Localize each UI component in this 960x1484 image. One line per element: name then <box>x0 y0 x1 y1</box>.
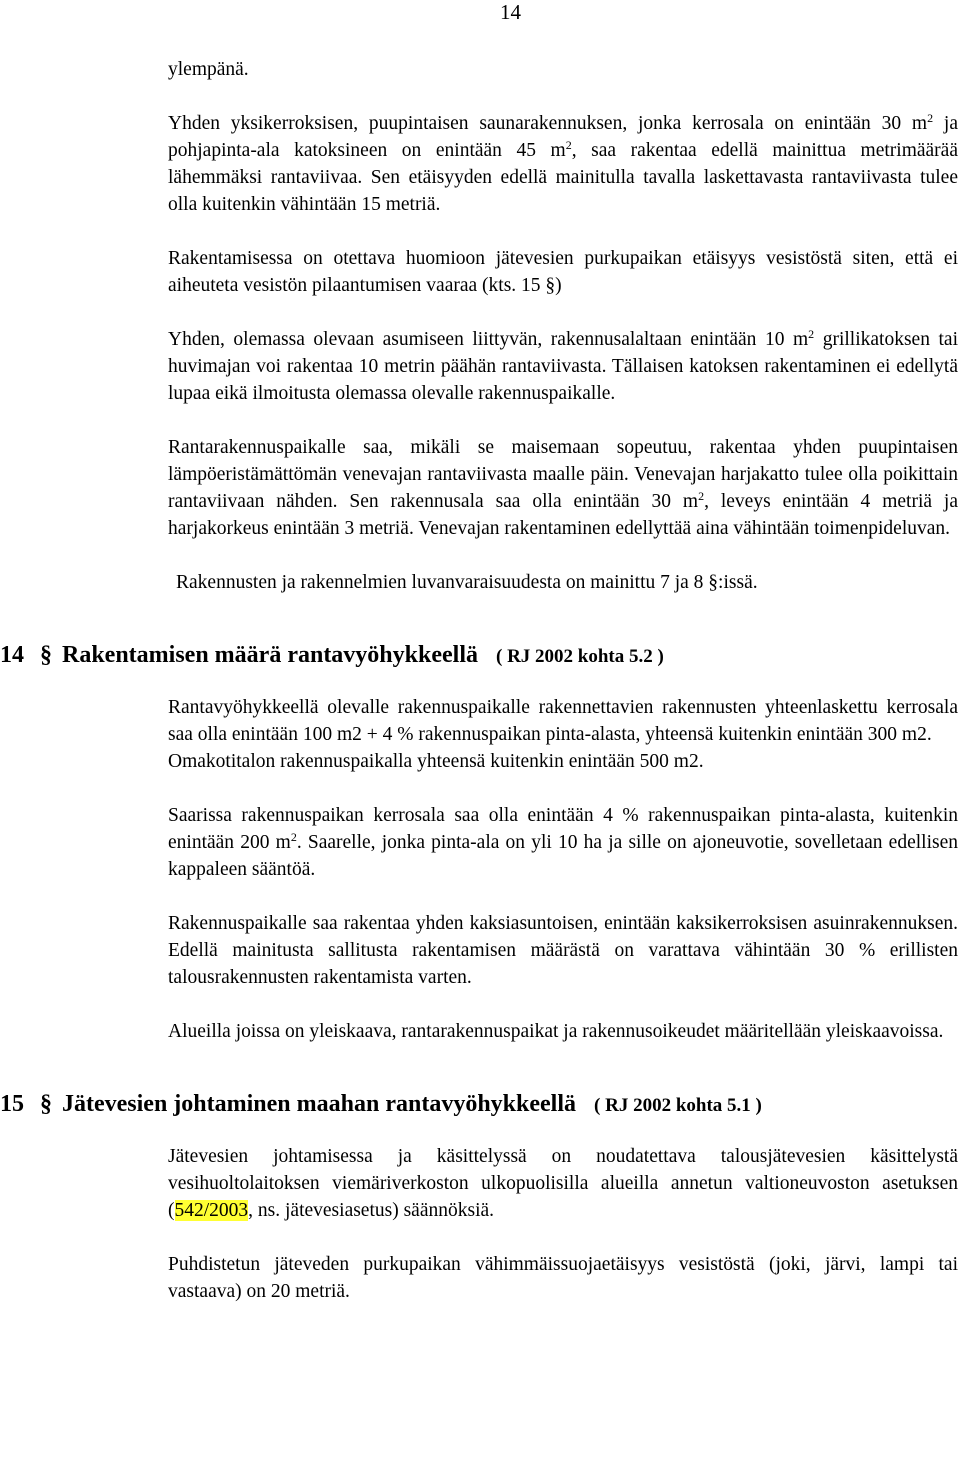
document-body <box>0 56 959 1305</box>
paragraph-boathouse: Rantarakennuspaikalle saa, mikäli se maisemaan sopeutuu, rakentaa yhden puupintaisen lämpöeristämättömän venevajan rantaviivasta maalle päin. Venevajan harjakatto tulee olla poikittain rantaviivaan nähden. Sen rakennusala saa olla enintään 30 $m^2$, leveys enintään 4 metriä ja harjakorkeus enintään 3 metriä. Venevajan rakentaminen edellyttää aina vähintään toimenpideluvan. <box>168 437 959 539</box>
paragraph-floor-area: Rantavyöhykkeellä olevalle rakennuspaikalle rakennettavien rakennusten yhteenlaskettu kerrosala saa olla enintään 100 m2 + 4 % rakennuspaikan pinta-alasta, yhteensä kuitenkin enintään 300 m2. <box>168 697 958 745</box>
paragraph-sauna: Yhden yksikerroksisen, puupintaisen saunarakennuksen, jonka kerrosala on enintään 30 $m^2$ ja pohjapinta-ala katoksineen on enintään 45 $m^2$, saa rakentaa edellä mainittua metrimäärää lähemmäksi rantaviivaa. Sen etäisyyden edellä mainitulla tavalla laskettavasta rantaviivasta tulee olla kuitenkin vähintään 15 metriä. <box>168 111 959 215</box>
section-heading-15: 15 § Jätevesien johtaminen maahan rantavyöhykkeellä ( RJ 2002 kohta 5.1 ) <box>0 1091 762 1117</box>
paragraph-master-plan: Alueilla joissa on yleiskaava, rantarakennuspaikat ja rakennusoikeudet määritellään yleiskaavoissa. <box>168 1021 944 1042</box>
paragraph-wastewater-treatment: Jätevesien johtamisessa ja käsittelyssä on noudatettava talousjätevesien käsittelystä vesihuoltolaitoksen viemäriverkoston ulkopuolisilla alueilla annetun valtioneuvoston asetuksen (542/2003, ns. jätevesiasetus) säännöksiä. <box>168 1146 958 1221</box>
paragraph-grill-shelter: Yhden, olemassa olevaan asumiseen liittyvän, rakennusalaltaan enintään 10 $m^2$ grillikatoksen tai huvimajan voi rakentaa 10 metrin päähän rantaviivasta. Tällaisen katoksen rakentaminen ei edellytä lupaa eikä ilmoitusta olemassa olevalle rakennuspaikalle. <box>168 327 958 404</box>
paragraph-permit-reference: Rakennusten ja rakennelmien luvanvaraisuudesta on mainittu 7 ja 8 §:issä. <box>176 572 758 593</box>
paragraph-detached-house: Omakotitalon rakennuspaikalla yhteensä kuitenkin enintään 500 m2. <box>168 751 704 772</box>
highlighted-decree-number: 542/2003 <box>174 1200 249 1221</box>
paragraph-discharge-distance: Puhdistetun jäteveden purkupaikan vähimmäissuojaetäisyys vesistöstä (joki, järvi, lampi tai vastaava) on 20 metriä. <box>168 1254 958 1302</box>
section-heading-14: 14 § Rakentamisen määrä rantavyöhykkeellä ( RJ 2002 kohta 5.2 ) <box>0 642 664 668</box>
paragraph-islands: Saarissa rakennuspaikan kerrosala saa olla enintään 4 % rakennuspaikan pinta-alasta, kuitenkin enintään 200 $m^2$. Saarelle, jonka pinta-ala on yli 10 ha ja sille on ajoneuvotie, sovelletaan edellisen kappaleen sääntöä. <box>168 805 958 880</box>
page-number: 14 <box>500 0 521 24</box>
paragraph-continuation: ylempänä. <box>168 59 249 80</box>
paragraph-residential-building: Rakennuspaikalle saa rakentaa yhden kaksiasuntoisen, enintään kaksikerroksisen asuinrakennuksen. Edellä mainitusta sallitusta rakentamisen määrästä on varattava vähintään 30 % erillisten talousrakennusten rakentamista varten. <box>168 913 958 988</box>
paragraph-wastewater-distance: Rakentamisessa on otettava huomioon jätevesien purkupaikan etäisyys vesistöstä siten, että ei aiheuteta vesistön pilaantumisen vaaraa (kts. 15 §) <box>168 248 958 296</box>
